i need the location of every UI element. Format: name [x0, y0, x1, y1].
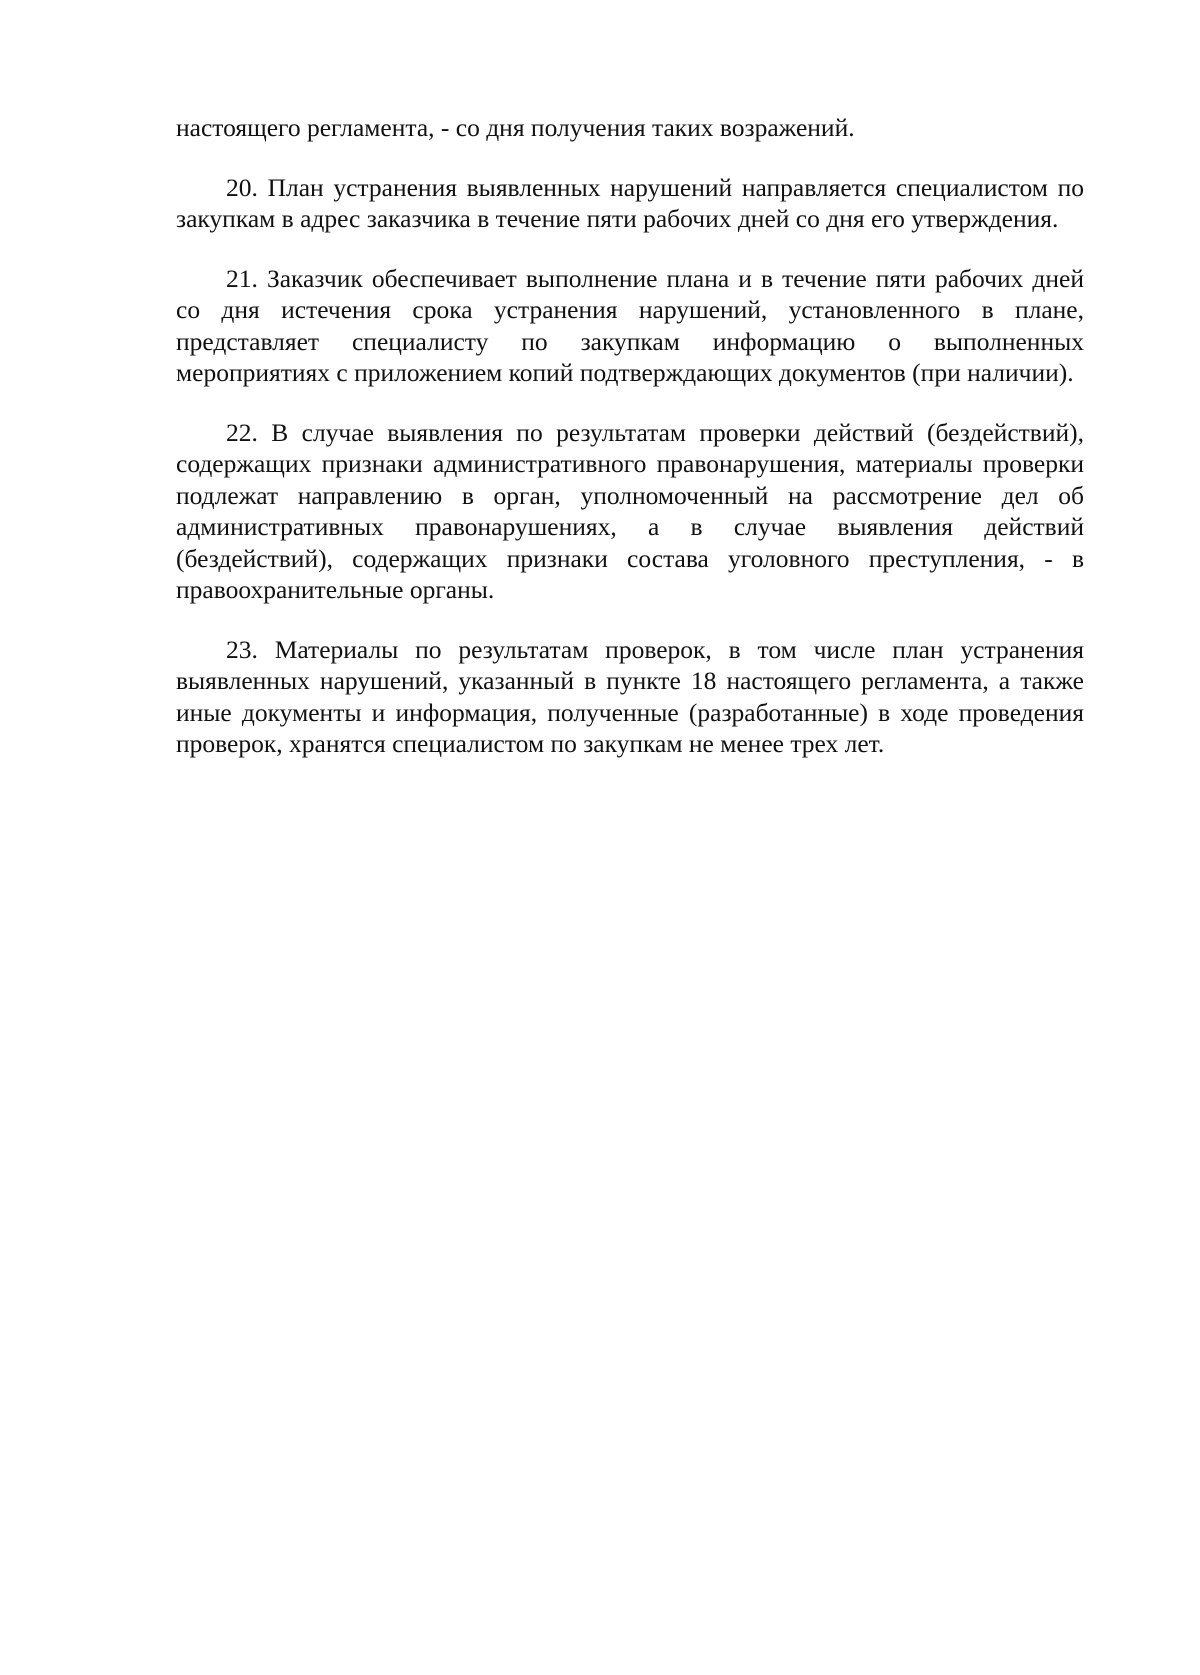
document-body [176, 112, 1084, 788]
paragraph-item-23: 23. Материалы по результатам проверок, в том числе план устранения выявленных нарушений, указанный в пункте 18 настоящего регламента, а также иные документы и информация, полученные (разработанные) в ходе проведения проверок, хранятся специалистом по закупкам не менее трех лет. [176, 634, 1084, 758]
paragraph-continuation: настоящего регламента, - со дня получения таких возражений. [176, 113, 855, 142]
paragraph-item-20: 20. План устранения выявленных нарушений направляется специалистом по закупкам в адрес заказчика в течение пяти рабочих дней со дня его утверждения. [176, 172, 1084, 233]
paragraph-item-22: 22. В случае выявления по результатам проверки действий (бездействий), содержащих признаки административного правонарушения, материалы проверки подлежат направлению в орган, уполномоченный на рассмотрение дел об административных правонарушениях, а в случае выявления действий (бездействий), содержащих признаки состава уголовного преступления, - в правоохранительные органы. [176, 417, 1084, 604]
paragraph-item-21: 21. Заказчик обеспечивает выполнение плана и в течение пяти рабочих дней со дня истечения срока устранения нарушений, установленного в плане, представляет специалисту по закупкам информацию о выполненных мероприятиях с приложением копий подтверждающих документов (при наличии). [176, 263, 1084, 387]
